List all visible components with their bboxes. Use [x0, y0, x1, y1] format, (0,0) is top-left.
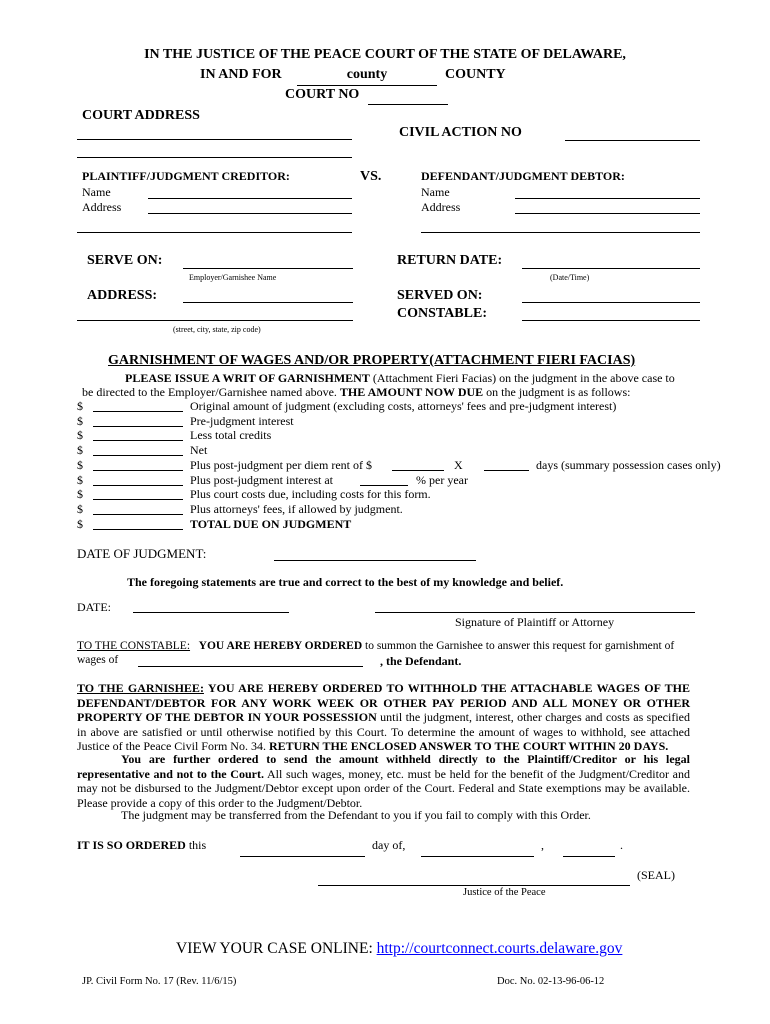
plaintiff-address-line-2[interactable] [77, 232, 352, 233]
days-field[interactable] [484, 470, 529, 471]
ordered-label: YOU ARE HEREBY ORDERED [198, 640, 363, 652]
amount-field-8[interactable] [93, 514, 183, 515]
day-of-label: day of, [372, 838, 406, 852]
courtconnect-link[interactable]: http://courtconnect.courts.delaware.gov [376, 940, 623, 957]
amount-label-1: Original amount of judgment (excluding costs, attorneys' fees and pre-judgment interest) [190, 399, 617, 413]
garnishee-paragraph-3: The judgment may be transferred from the Defendant to you if you fail to comply with this Order. [121, 808, 591, 822]
justice-caption: Justice of the Peace [463, 887, 546, 898]
garnishee-paragraph-1 [77, 681, 690, 754]
amount-field-6[interactable] [93, 485, 183, 486]
amount-label-4: Net [190, 443, 208, 458]
court-address-label: COURT ADDRESS [82, 108, 200, 123]
court-no-label: COURT NO [285, 87, 360, 102]
return-date-field[interactable] [522, 268, 700, 269]
intro-text-2: be directed to the Employer/Garnishee named above. [82, 385, 340, 399]
dollar-sign: $ [77, 399, 83, 413]
garnishee-text-a: until the judgment, interest, other charges and costs as specified in above are satisfied or until otherwise notified by this Court. To determine the amount of wages to withhold, see attached Justice of the Peace Civil Form No. 34. [77, 710, 690, 753]
garnishee-bold-b: RETURN THE ENCLOSED ANSWER TO THE COURT WITHIN 20 DAYS. [268, 739, 669, 753]
amount-field-4[interactable] [93, 455, 183, 456]
served-on-label: SERVED ON: [397, 288, 483, 303]
amount-field-1[interactable] [93, 411, 183, 412]
plaintiff-name-field[interactable] [148, 198, 352, 199]
amount-label-2: Pre-judgment interest [190, 413, 294, 428]
justice-signature-field[interactable] [318, 885, 630, 886]
dollar-sign: $ [77, 428, 83, 443]
so-ordered-line [77, 838, 206, 853]
amount-label-9: TOTAL DUE ON JUDGMENT [190, 516, 352, 531]
garnishee-bold-a: YOU ARE HEREBY ORDERED TO WITHHOLD THE ATTACHABLE WAGES OF THE DEFENDANT/DEBTOR FOR ANY WORK WEEK OR OTHER PAY PERIOD AND ALL MONEY OR OTHER PROPERTY OF THE DEBTOR IN YOUR POSSESSION [77, 681, 690, 724]
order-year-field[interactable] [563, 856, 615, 857]
defendant-heading: DEFENDANT/JUDGMENT DEBTOR: [421, 169, 625, 183]
signature-caption: Signature of Plaintiff or Attorney [455, 615, 615, 629]
court-address-line-2[interactable] [77, 157, 352, 158]
dollar-sign: $ [77, 457, 83, 472]
garnishment-title: GARNISHMENT OF WAGES AND/OR PROPERTY(ATTACHMENT FIERI FACIAS) [108, 353, 636, 368]
date-label: DATE: [77, 600, 111, 614]
return-date-label: RETURN DATE: [397, 253, 503, 268]
this-label: this [185, 838, 207, 852]
plaintiff-heading: PLAINTIFF/JUDGMENT CREDITOR: [82, 169, 290, 183]
per-diem-rent-field[interactable] [392, 470, 444, 471]
form-number: JP. Civil Form No. 17 (Rev. 11/6/15) [82, 976, 237, 987]
county-label: COUNTY [445, 67, 506, 82]
intro-line-2 [82, 385, 630, 400]
amount-field-7[interactable] [93, 499, 183, 500]
intro-line-1 [125, 371, 675, 386]
constable-order-text: to summon the Garnishee to answer this request for garnishment of [362, 640, 675, 652]
per-year-label: % per year [416, 473, 468, 487]
intro-bold-1: PLEASE ISSUE A WRIT OF GARNISHMENT [125, 371, 370, 385]
serve-on-label: SERVE ON: [87, 253, 163, 268]
defendant-address-field[interactable] [515, 213, 700, 214]
to-garnishee-label: TO THE GARNISHEE: [77, 681, 204, 695]
view-online-line [176, 940, 622, 958]
defendant-name-label: Name [421, 185, 450, 199]
dollar-sign: $ [77, 472, 83, 487]
seal-label: (SEAL) [637, 868, 675, 882]
view-online-label: VIEW YOUR CASE ONLINE: [176, 940, 377, 957]
amount-field-9[interactable] [93, 529, 183, 530]
plaintiff-address-field[interactable] [148, 213, 352, 214]
amount-field-3[interactable] [93, 440, 183, 441]
dollar-sign: $ [77, 413, 83, 428]
date-of-judgment-field[interactable] [274, 560, 476, 561]
plaintiff-address-label: Address [82, 200, 122, 214]
wages-of-label: wages of [77, 654, 119, 666]
court-no-field[interactable] [368, 104, 448, 105]
amount-label-3: Less total credits [190, 428, 272, 443]
amount-label-6: Plus post-judgment interest at [190, 472, 333, 487]
amount-label-5: Plus post-judgment per diem rent of $ [190, 457, 372, 472]
order-day-field[interactable] [240, 856, 365, 857]
to-constable-label: TO THE CONSTABLE: [77, 640, 191, 652]
street-caption: (street, city, state, zip code) [173, 325, 261, 334]
serve-on-field[interactable] [183, 268, 353, 269]
vs-label: VS. [360, 169, 382, 184]
intro-text-3: on the judgment is as follows: [483, 385, 631, 399]
the-defendant-label: , the Defendant. [380, 654, 462, 668]
dollar-sign: $ [77, 501, 83, 516]
address-label: ADDRESS: [87, 288, 158, 303]
signature-field[interactable] [375, 612, 695, 613]
amount-label-8: Plus attorneys' fees, if allowed by judgment. [190, 501, 403, 516]
county-value: county [346, 67, 388, 82]
garnishee-bold-c: You are further ordered to send the amount withheld directly to the Plaintiff/Creditor or his legal representative and not to the Court. [77, 752, 690, 781]
civil-action-no-field[interactable] [565, 140, 700, 141]
garnishee-paragraph-2 [77, 752, 690, 810]
days-label: days (summary possession cases only) [536, 458, 721, 472]
court-address-line-1[interactable] [77, 139, 352, 140]
constable-label: CONSTABLE: [397, 306, 487, 321]
dollar-sign: $ [77, 487, 83, 502]
so-ordered-label: IT IS SO ORDERED [77, 838, 186, 852]
document-number: Doc. No. 02-13-96-06-12 [497, 976, 605, 987]
civil-action-no-label: CIVIL ACTION NO [399, 125, 522, 140]
served-on-field[interactable] [522, 302, 700, 303]
intro-bold-2: THE AMOUNT NOW DUE [339, 385, 484, 399]
intro-text-1: (Attachment Fieri Facias) on the judgment in the above case to [369, 371, 675, 385]
interest-rate-field[interactable] [360, 485, 408, 486]
amount-field-5[interactable] [93, 470, 183, 471]
dollar-sign: $ [77, 516, 83, 531]
plaintiff-name-label: Name [82, 185, 111, 199]
date-of-judgment-label: DATE OF JUDGMENT: [77, 546, 207, 561]
constable-field[interactable] [522, 320, 700, 321]
certification-text: The foregoing statements are true and correct to the best of my knowledge and belief. [127, 575, 564, 589]
address-field-1[interactable] [183, 302, 353, 303]
court-title: IN THE JUSTICE OF THE PEACE COURT OF THE STATE OF DELAWARE, [144, 47, 626, 62]
datetime-caption: (Date/Time) [550, 273, 590, 282]
constable-order-line [77, 640, 674, 652]
amount-field-2[interactable] [93, 426, 183, 427]
defendant-address-label: Address [421, 200, 461, 214]
county-field[interactable] [297, 85, 437, 86]
defendant-name-field[interactable] [515, 198, 700, 199]
times-label: X [454, 458, 463, 472]
in-and-for-label: IN AND FOR [200, 67, 282, 82]
wages-of-field[interactable] [138, 666, 363, 667]
dollar-sign: $ [77, 443, 83, 458]
address-field-2[interactable] [77, 320, 353, 321]
order-month-field[interactable] [421, 856, 534, 857]
amount-label-7: Plus court costs due, including costs for this form. [190, 487, 431, 502]
comma-label: , [541, 838, 544, 852]
employer-caption: Employer/Garnishee Name [189, 273, 277, 282]
garnishee-text-b: All such wages, money, etc. must be held for the benefit of the Judgment/Creditor and may not be disbursed to the Judgment/Debtor except upon order of the Court. Federal and State exemptions may be available. Please provide a copy of this order to the Judgment/Debtor. [77, 766, 690, 810]
defendant-address-line-2[interactable] [421, 232, 700, 233]
period-label: . [620, 838, 623, 852]
date-field[interactable] [133, 612, 289, 613]
